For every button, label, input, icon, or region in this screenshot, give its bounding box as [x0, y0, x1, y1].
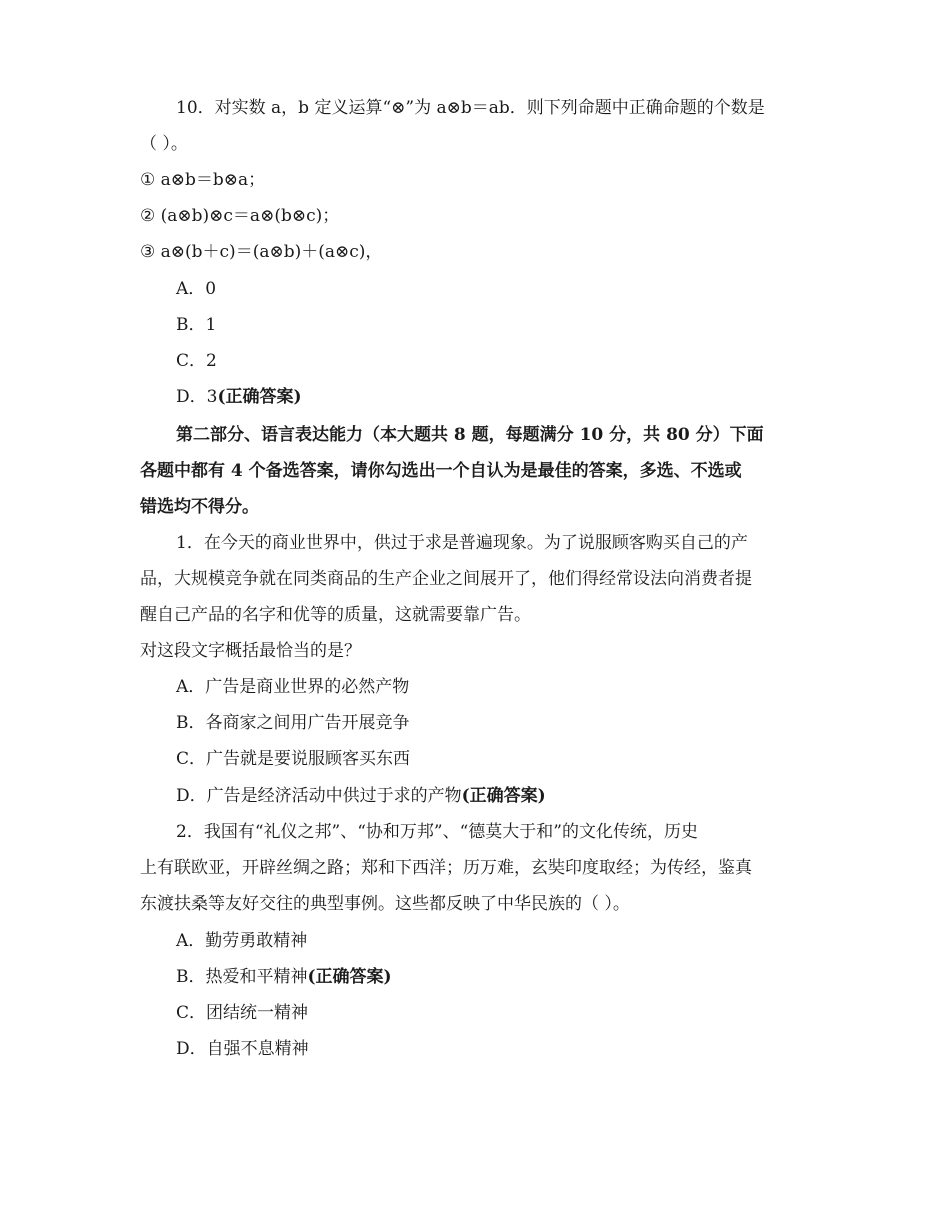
q1-passage-line3: 醒自己产品的名字和优等的质量，这就需要靠广告。: [140, 605, 531, 625]
q10-proposition-1: ① a⊗b＝b⊗a；: [140, 170, 266, 190]
q2-option-b: [176, 965, 392, 989]
q2-option-d: D．自强不息精神: [176, 1039, 309, 1059]
q10-stem-line2: （ ）。: [140, 134, 188, 154]
q1-passage-line1: 1．在今天的商业世界中，供过于求是普遍现象。为了说服顾客购买自己的产: [176, 533, 748, 553]
section2-heading-line3: 错选均不得分。: [140, 497, 259, 517]
q10-proposition-2: ② (a⊗b)⊗c＝a⊗(b⊗c)；: [140, 206, 340, 226]
q1-option-a: A．广告是商业世界的必然产物: [176, 677, 410, 697]
q2-option-b-text: B．热爱和平精神: [176, 967, 308, 987]
q1-correct-answer-mark: (正确答案): [461, 786, 546, 806]
q1-option-d: [176, 784, 546, 808]
q10-option-a: A．0: [176, 279, 217, 299]
q10-option-d-text: D．3: [176, 387, 218, 407]
q2-stem-line1: 2．我国有“礼仪之邦”、“协和万邦”、“德莫大于和”的文化传统，历史: [176, 822, 698, 842]
q1-option-d-text: D．广告是经济活动中供过于求的产物: [176, 786, 462, 806]
q2-correct-answer-mark: (正确答案): [307, 967, 392, 987]
q1-prompt: 对这段文字概括最恰当的是？: [140, 641, 361, 661]
q2-stem-line3: 东渡扶桑等友好交往的典型事例。这些都反映了中华民族的（ ）。: [140, 894, 630, 914]
section2-heading-line2: 各题中都有 4 个备选答案，请你勾选出一个自认为是最佳的答案，多选、不选或: [140, 461, 742, 481]
q10-option-d: [176, 385, 302, 409]
section2-heading-line1: 第二部分、语言表达能力（本大题共 8 题，每题满分 10 分，共 80 分）下面: [176, 425, 764, 445]
q1-option-b: B．各商家之间用广告开展竞争: [176, 713, 410, 733]
q10-correct-answer-mark: (正确答案): [217, 387, 302, 407]
q1-option-c: C．广告就是要说服顾客买东西: [176, 749, 411, 769]
q1-passage-line2: 品，大规模竞争就在同类商品的生产企业之间展开了，他们得经常设法向消费者提: [140, 569, 752, 589]
q10-option-c: C．2: [176, 351, 217, 371]
q10-stem-line1: 10．对实数 a，b 定义运算“⊗”为 a⊗b＝ab．则下列命题中正确命题的个数是: [176, 98, 765, 118]
q2-stem-line2: 上有联欧亚，开辟丝绸之路；郑和下西洋；历万难，玄奘印度取经；为传经，鉴真: [140, 858, 752, 878]
q2-option-c: C．团结统一精神: [176, 1003, 309, 1023]
q10-proposition-3: ③ a⊗(b＋c)＝(a⊗b)＋(a⊗c)，: [140, 242, 383, 262]
q2-option-a: A．勤劳勇敢精神: [176, 931, 308, 951]
q10-option-b: B．1: [176, 315, 217, 335]
